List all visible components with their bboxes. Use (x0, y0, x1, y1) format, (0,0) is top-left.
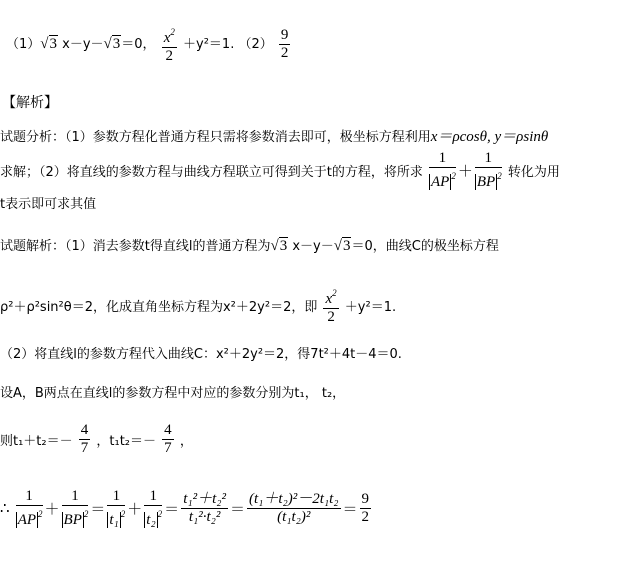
analysis-line2: 求解；（2）将直线的参数方程与曲线方程联立可得到关于t的方程，将所求 $\frac{1}{AP ^2}$ ＋ $\frac{1}{BP ^2}$ 转化为用 (0, 150, 560, 190)
eq1-mid: x－y－ (58, 37, 104, 52)
polar-line: ρ²＋ρ²sin²θ＝2，化成直角坐标方程为x²＋2y²＝2，即 $\frac{x^2}{2}$ ＋y²＝1. (0, 285, 396, 326)
part2-label: （2） (238, 37, 273, 52)
final-equation: ∴ $\frac{1}{AP ^2}$ ＋ $\frac{1}{BP ^2}$ ＝ $\frac{1}{t_1 ^2}$ ＋ $\frac{1}{t_2 ^2}$ ＝ $\frac{\text{t₁²＋t₂²}}{\text{t₁²·t₂²}}$ ＝ $\frac{\text{(t₁＋t₂)²－2t₁t₂}}{\text{(t₁t₂)²}}$ ＝ $\frac{9}{2}$ (0, 488, 370, 528)
jiexi-label: 【解析】 (2, 95, 58, 111)
part2-line: （2）将直线l的参数方程代入曲线C：x²＋2y²＝2，得7t²＋4t－4＝0. (0, 347, 402, 362)
solution-line1: 试题解析：（1）消去参数t得直线l的普通方程为√3 x－y－√3＝0，曲线C的极坐标方程 (0, 238, 499, 254)
sqrt-3b: √3 (103, 36, 121, 52)
nine-halves: $\frac{9}{2}$ (280, 27, 289, 61)
four-sevenths: $\frac{4}{7}$ (80, 422, 89, 456)
sqrt-3: √3 (40, 36, 58, 52)
inv-BP2: $\frac{1}{BP ^2}$ (476, 150, 502, 190)
eq1b-end: ＋y²＝1. (183, 37, 235, 52)
analysis-line3: t表示即可求其值 (0, 197, 97, 212)
x2-over-2b: $\frac{x^2}{2}$ (323, 285, 338, 326)
x2-over-2: $\frac{x^2}{2}$ (162, 24, 177, 65)
analysis-line1: 试题分析：（1）参数方程化普通方程只需将参数消去即可，极坐标方程利用x＝ρcosθ, y＝ρsinθ (0, 129, 549, 145)
setup-line: 设A，B两点在直线l的参数方程中对应的参数分别为t₁， t₂， (0, 386, 346, 401)
inv-AP2: $\frac{1}{AP ^2}$ (431, 150, 456, 190)
answer-line (6, 24, 292, 65)
eq1-end: ＝0， (121, 37, 156, 52)
vieta-line: 则t₁＋t₂＝－ $\frac{4}{7}$ ，t₁t₂＝－ $\frac{4}{7}$ ， (0, 422, 193, 456)
four-sevenths-b: $\frac{4}{7}$ (164, 422, 172, 456)
polar-formula: x＝ρcosθ, y＝ρsinθ (430, 129, 549, 145)
part1-label: （1） (6, 37, 41, 52)
